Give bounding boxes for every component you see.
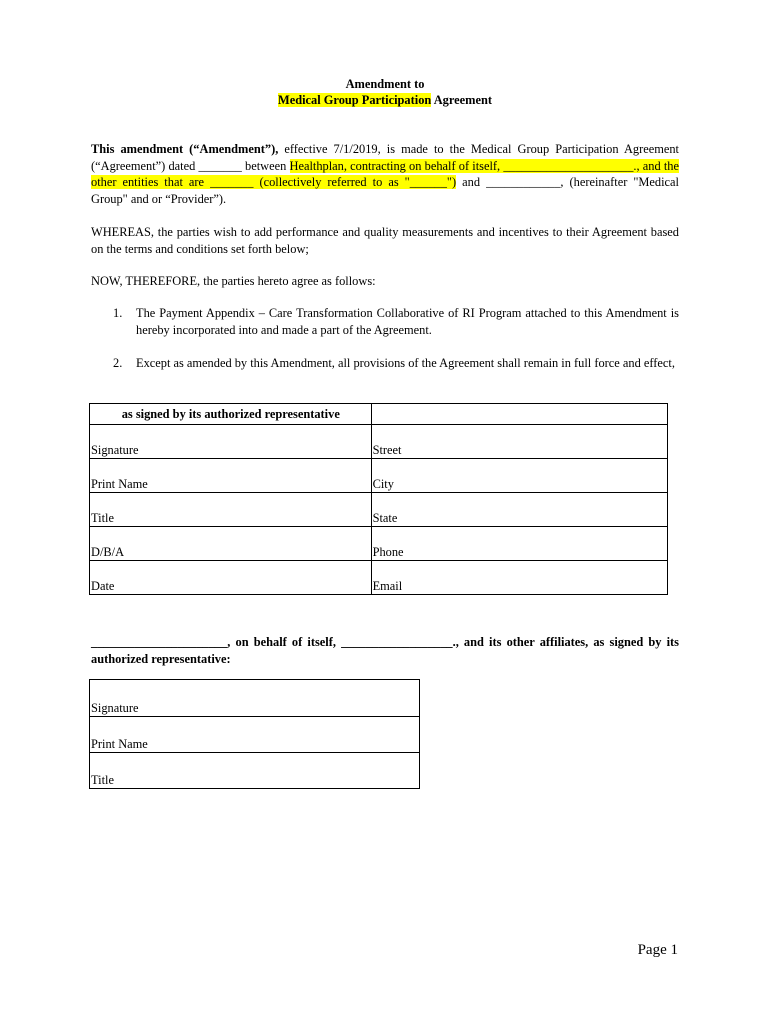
intro-bold-lead: This amendment (“Amendment”), <box>91 142 279 156</box>
list-item-text: Except as amended by this Amendment, all provisions of the Agreement shall remain in full force and effect, <box>136 356 675 370</box>
whereas-paragraph: WHEREAS, the parties wish to add performance and quality measurements and incentives to their Agreement based on the terms and conditions set forth below; <box>91 225 679 256</box>
email-field[interactable]: Email <box>371 561 667 595</box>
dba-field[interactable]: D/B/A <box>90 527 372 561</box>
signature-table-1 <box>89 403 668 595</box>
signature-field[interactable]: Signature <box>90 680 420 717</box>
table-header-cell <box>371 404 667 425</box>
list-item-number: 2. <box>113 356 123 370</box>
title-field[interactable]: Title <box>90 753 420 789</box>
list-item-text: The Payment Appendix – Care Transformation Collaborative of RI Program attached to this Amendment is hereby incorporated into and made a part of the Agreement. <box>136 306 679 337</box>
intro-text-b: and ____________, (hereinafter "Medical Group" and or “Provider”). <box>91 175 680 206</box>
list-item-number: 1. <box>113 306 123 320</box>
title-rest-text: Agreement <box>431 93 492 107</box>
signature-field[interactable]: Signature <box>90 425 372 459</box>
print-name-field[interactable]: Print Name <box>90 717 420 753</box>
phone-field[interactable]: Phone <box>371 527 667 561</box>
now-therefore-paragraph: NOW, THEREFORE, the parties hereto agree as follows: <box>91 274 376 288</box>
title-highlighted-text: Medical Group Participation <box>278 93 432 107</box>
signature-table-2 <box>89 679 420 789</box>
intro-highlighted-text: Healthplan, contracting on behalf of itself, _____________________., and the other entities that are _______ (collectively referred to as "______") <box>91 158 679 189</box>
intro-paragraph <box>91 141 679 207</box>
page-number: Page 1 <box>637 942 678 958</box>
date-field[interactable]: Date <box>90 561 372 595</box>
city-field[interactable]: City <box>371 459 667 493</box>
title-field[interactable]: Title <box>90 493 372 527</box>
document-subtitle <box>0 92 770 109</box>
affiliate-paragraph: ______________________, on behalf of itself, __________________., and its other affiliates, as signed by its authorized representative: <box>91 635 679 666</box>
document-title <box>0 76 770 93</box>
state-field[interactable]: State <box>371 493 667 527</box>
print-name-field[interactable]: Print Name <box>90 459 372 493</box>
title-line-1: Amendment to <box>345 77 425 91</box>
intro-text-a: effective 7/1/2019, is made to the Medical Group Participation Agreement (“Agreement”) dated _______ between <box>91 142 679 173</box>
street-field[interactable]: Street <box>371 425 667 459</box>
table-header-cell: as signed by its authorized representative <box>90 404 372 425</box>
